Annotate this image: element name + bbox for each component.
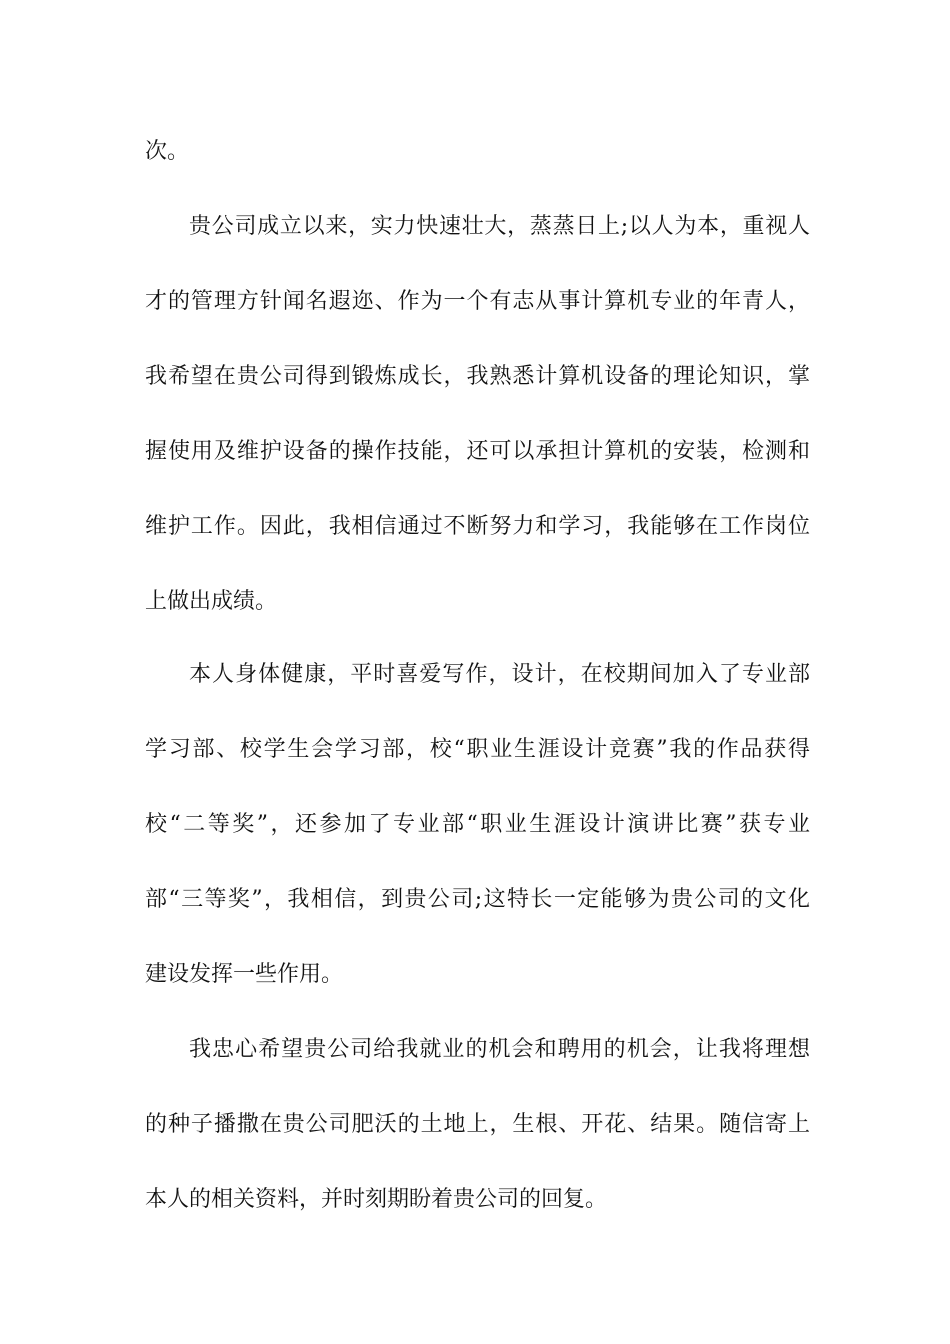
- text-line: 的种子播撒在贵公司肥沃的土地上，生根、开花、结果。随信寄上: [145, 1112, 810, 1137]
- paragraph-first-line: 本人身体健康，平时喜爱写作，设计，在校期间加入了专业部: [189, 662, 810, 687]
- text-line: 才的管理方针闻名遐迩、作为一个有志从事计算机专业的年青人，: [145, 289, 810, 314]
- text-line: 学习部、校学生会学习部，校“职业生涯设计竞赛”我的作品获得: [145, 737, 810, 762]
- text-line: 校“二等奖”，还参加了专业部“职业生涯设计演讲比赛”获专业: [145, 812, 810, 837]
- text-line: 本人的相关资料，并时刻期盼着贵公司的回复。: [145, 1187, 608, 1212]
- text-line: 次。: [145, 139, 190, 164]
- text-line: 部“三等奖”，我相信，到贵公司;这特长一定能够为贵公司的文化: [145, 887, 810, 912]
- text-line: 我希望在贵公司得到锻炼成长，我熟悉计算机设备的理论知识，掌: [145, 364, 810, 389]
- text-line: 上做出成绩。: [145, 589, 278, 614]
- text-line: 建设发挥一些作用。: [145, 962, 344, 987]
- text-line: 维护工作。因此，我相信通过不断努力和学习，我能够在工作岗位: [145, 514, 810, 539]
- paragraph-first-line: 我忠心希望贵公司给我就业的机会和聘用的机会，让我将理想: [189, 1037, 810, 1062]
- paragraph-first-line: 贵公司成立以来，实力快速壮大，蒸蒸日上;以人为本，重视人: [189, 214, 810, 239]
- text-line: 握使用及维护设备的操作技能，还可以承担计算机的安装，检测和: [145, 439, 810, 464]
